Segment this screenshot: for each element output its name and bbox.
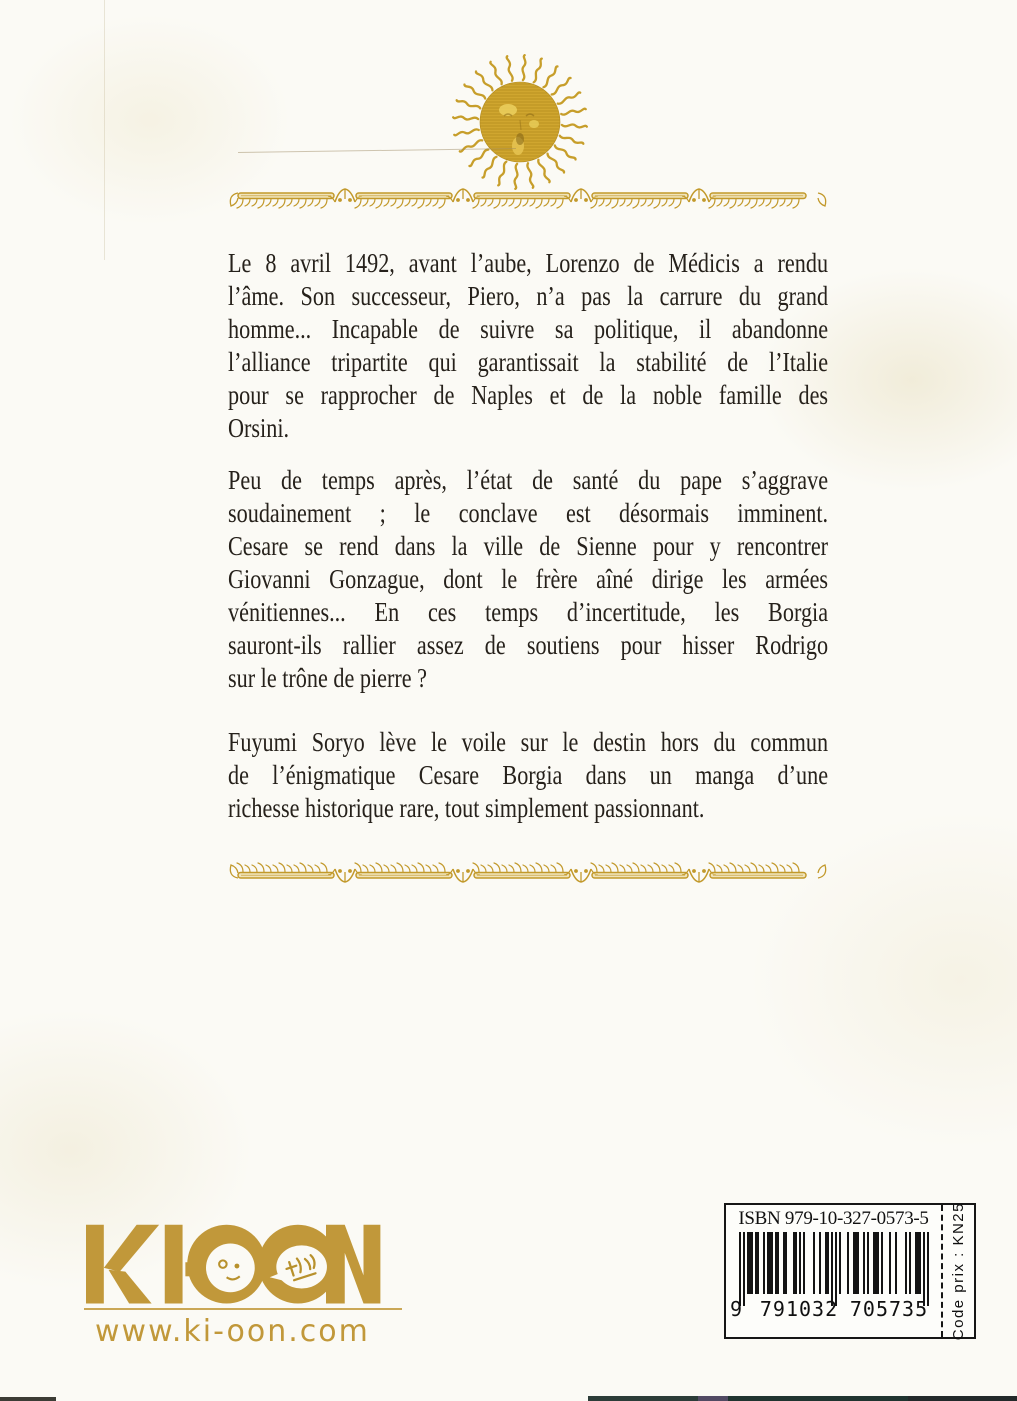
isbn-label: ISBN 979-10-327-0573-5 — [738, 1208, 929, 1229]
ean-group-1: 791032 — [759, 1297, 839, 1321]
synopsis-paragraph — [228, 726, 828, 825]
synopsis-line: Orsini. — [228, 413, 290, 443]
face-icon — [206, 1244, 255, 1293]
ean-first-digit: 9 — [730, 1297, 743, 1321]
synopsis-line: l’âme. Son successeur, Piero, n’a pas la carrure du grand — [228, 281, 829, 311]
kioon-logo — [86, 1219, 386, 1313]
sun-icon — [452, 54, 588, 190]
website-url: www.ki-oon.com — [95, 1314, 370, 1349]
synopsis-line: Cesare se rend dans la ville de Sienne pour y rencontrer — [228, 531, 829, 561]
price-code-label: Code prix : KN25 — [950, 1201, 967, 1341]
ean-digits — [728, 1297, 940, 1323]
synopsis-paragraph — [228, 247, 828, 445]
synopsis-line: Giovanni Gonzague, dont le frère aîné dirige les armées — [228, 564, 829, 594]
synopsis-line: Fuyumi Soryo lève le voile sur le destin hors du commun — [228, 727, 829, 757]
ean-group-2: 705735 — [849, 1297, 929, 1321]
synopsis-line: pour se rapprocher de Naples et de la noble famille des — [228, 380, 829, 410]
synopsis-line: Le 8 avril 1492, avant l’aube, Lorenzo de Médicis a rendu — [228, 248, 829, 278]
scan-bottom-edge — [0, 1395, 1017, 1401]
synopsis-line: soudainement ; le conclave est désormais imminent. — [228, 498, 829, 528]
ornament-divider-top-icon — [228, 186, 828, 213]
crease-line — [104, 0, 105, 260]
synopsis-line: vénitiennes... En ces temps d’incertitude, les Borgia — [228, 597, 829, 627]
synopsis-paragraph — [228, 464, 828, 695]
synopsis-line: l’alliance tripartite qui garantissait la stabilité de l’Italie — [228, 347, 829, 377]
synopsis-line: sur le trône de pierre ? — [228, 663, 428, 693]
price-code — [943, 1201, 974, 1341]
ornament-divider-bottom-icon — [228, 858, 828, 885]
synopsis-line: richesse historique rare, tout simplement passionnant. — [228, 793, 705, 823]
logo-underline — [84, 1308, 402, 1310]
barcode-panel — [724, 1203, 976, 1339]
synopsis-text — [228, 247, 828, 844]
synopsis-line: sauront-ils rallier assez de soutiens pour hisser Rodrigo — [228, 630, 829, 660]
synopsis-line: homme... Incapable de suivre sa politique, il abandonne — [228, 314, 829, 344]
synopsis-line: de l’énigmatique Cesare Borgia dans un manga d’une — [228, 760, 829, 790]
synopsis-line: Peu de temps après, l’état de santé du pape s’aggrave — [228, 465, 829, 495]
